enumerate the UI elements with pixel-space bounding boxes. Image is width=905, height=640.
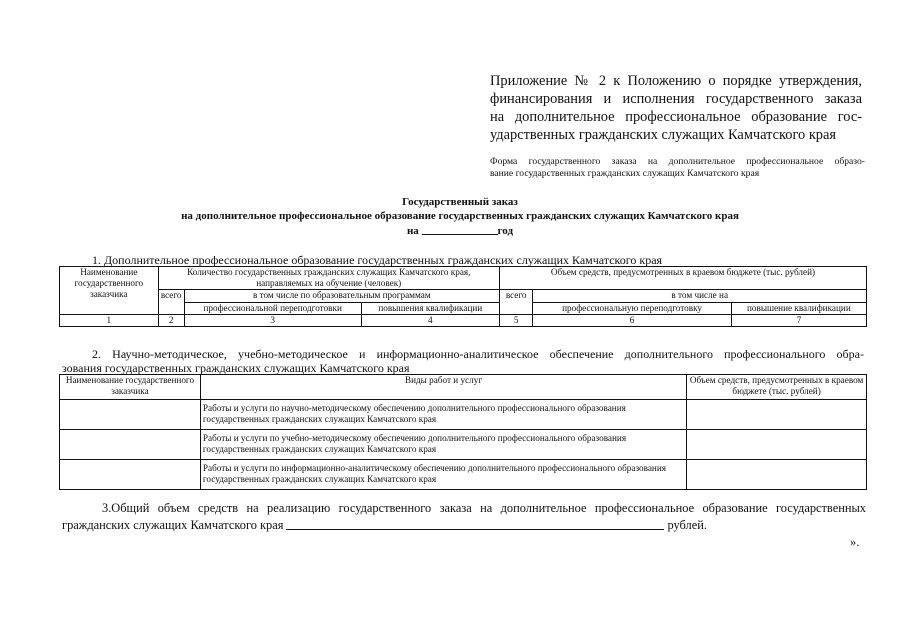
customer-cell[interactable]: [60, 460, 201, 490]
year-suffix: год: [497, 225, 514, 237]
column-number: 4: [361, 315, 499, 327]
year-prefix: на: [406, 225, 419, 237]
funds-total-header: всего: [499, 290, 533, 315]
by-programs-header: в том числе по образовательным программам: [184, 290, 499, 303]
appendix-line: финансирования и исполнения государственного заказа: [490, 91, 862, 107]
appendix-header: [490, 72, 862, 144]
including-header: в том числе на: [533, 290, 867, 303]
form-note: [490, 156, 865, 180]
form-note-line: вание государственных гражданских служащих Камчатского края: [490, 168, 760, 179]
appendix-line: на дополнительное профессиональное образование гос-: [490, 109, 862, 125]
closing-quote: ».: [850, 535, 860, 549]
section-2-table: [59, 374, 867, 490]
column-number: 7: [731, 315, 866, 327]
column-number: 6: [533, 315, 731, 327]
work-description: Работы и услуги по учебно-методическому обеспечению дополнительного профессионального образования государственных гражданских служащих Камчатского края: [200, 430, 686, 460]
section-1-table: [59, 266, 867, 327]
works-header: Виды работ и услуг: [200, 375, 686, 400]
section-3-prefix: гражданских служащих Камчатского края: [62, 518, 284, 532]
customer-header: Наименование государственного заказчика: [60, 267, 159, 315]
qualification-header: повышения квалификации: [361, 303, 499, 315]
section-2-heading-line: 2. Научно-методическое, учебно-методическое и информационно-аналитическое обеспечение дополнительного профессионального обра-: [92, 347, 864, 361]
section-3-line: 3.Общий объем средств на реализацию государственного заказа на дополнительное профессиональное образование государственных: [102, 501, 866, 515]
retraining-funds-header: профессиональную переподготовку: [533, 303, 731, 315]
document-subtitle: на дополнительное профессиональное образование государственных гражданских служащих Камчатского края: [181, 210, 739, 222]
funds-cell[interactable]: [687, 400, 867, 430]
section-2-heading-line: зования государственных гражданских служащих Камчатского края: [62, 361, 410, 375]
section-1-heading: 1. Дополнительное профессиональное образование государственных гражданских служащих Камчатского края: [92, 253, 663, 267]
count-header: Количество государственных гражданских служащих Камчатского края, направляемых на обучение (человек): [158, 267, 499, 290]
funds-header: Объем средств, предусмотренных в краевом бюджете (тыс. рублей): [687, 375, 867, 400]
work-description: Работы и услуги по информационно-аналитическому обеспечению дополнительного профессионального образования государственных гражданских служащих Камчатского края: [200, 460, 686, 490]
column-number: 2: [158, 315, 184, 327]
qualification-funds-header: повышение квалификации: [731, 303, 866, 315]
section-3-total-line: [62, 517, 707, 533]
funds-cell[interactable]: [687, 430, 867, 460]
work-description: Работы и услуги по научно-методическому обеспечению дополнительного профессионального образования государственных гражданских служащих Камчатского края: [200, 400, 686, 430]
customer-header: Наименование государственного заказчика: [60, 375, 201, 400]
column-number: 1: [60, 315, 159, 327]
appendix-line: ударственных гражданских служащих Камчатского края: [490, 127, 837, 143]
document-year-line: [60, 224, 860, 237]
document-title: Государственный заказ: [402, 196, 518, 208]
form-note-line: Форма государственного заказа на дополнительное профессиональное образо-: [490, 156, 865, 167]
section-2-heading: [62, 347, 864, 375]
funds-cell[interactable]: [687, 460, 867, 490]
year-blank-field[interactable]: [422, 224, 498, 235]
column-number: 5: [499, 315, 533, 327]
customer-cell[interactable]: [60, 400, 201, 430]
column-number: 3: [184, 315, 361, 327]
appendix-line: Приложение № 2 к Положению о порядке утверждения,: [490, 73, 862, 89]
funds-header: Объем средств, предусмотренных в краевом бюджете (тыс. рублей): [499, 267, 866, 290]
total-amount-blank-field[interactable]: [286, 517, 664, 530]
count-total-header: всего: [158, 290, 184, 315]
retraining-header: профессиональной переподготовки: [184, 303, 361, 315]
section-3-suffix: рублей.: [667, 518, 707, 532]
customer-cell[interactable]: [60, 430, 201, 460]
